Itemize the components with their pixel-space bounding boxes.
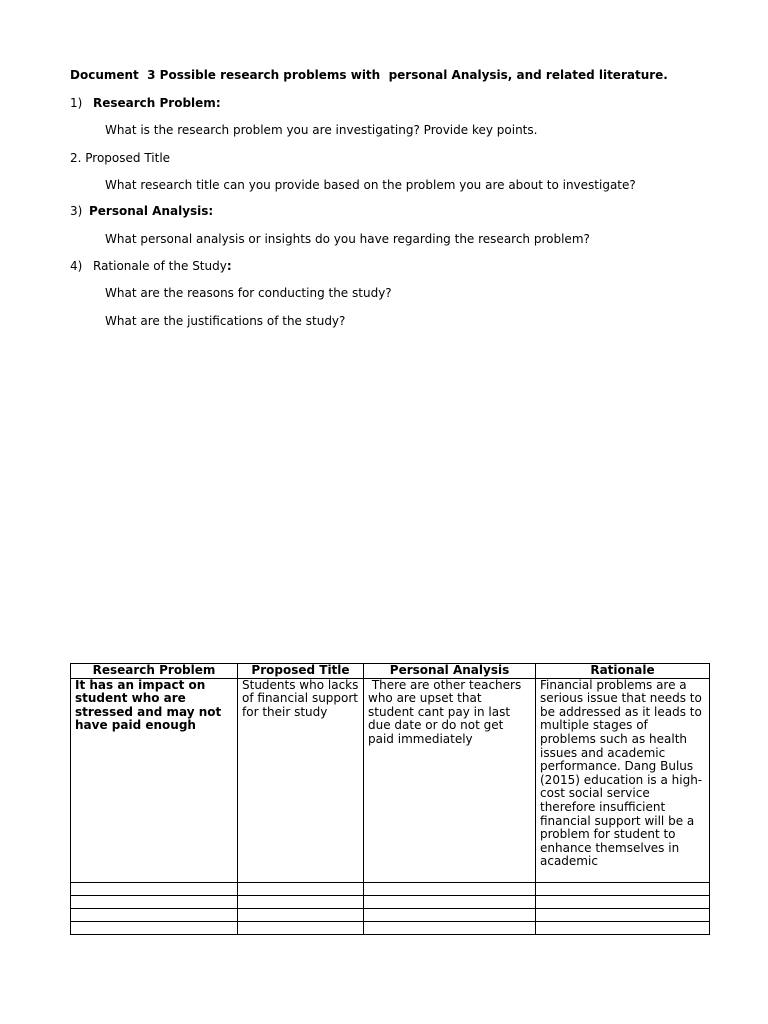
table-header-row xyxy=(71,664,710,679)
empty-cell[interactable] xyxy=(238,921,364,934)
item-label-suffix: : xyxy=(226,259,232,273)
empty-cell[interactable] xyxy=(71,895,238,908)
table-row-empty xyxy=(71,895,710,908)
empty-cell[interactable] xyxy=(364,895,536,908)
proposed-title-question: What research title can you provide based on the problem you are about to investigate? xyxy=(105,178,636,192)
table-row-empty xyxy=(71,921,710,934)
item-label: Personal Analysis: xyxy=(89,204,214,218)
rationale-question-justifications: What are the justifications of the study? xyxy=(105,314,346,328)
item-research-problem-heading xyxy=(70,96,221,110)
item-number: 2. xyxy=(70,151,86,165)
table-row-empty xyxy=(71,908,710,921)
personal-analysis-question: What personal analysis or insights do you have regarding the research problem? xyxy=(105,232,590,246)
research-table xyxy=(70,663,710,935)
item-label: Proposed Title xyxy=(85,151,171,165)
column-header-proposed-title: Proposed Title xyxy=(238,664,364,679)
cell-rationale[interactable]: Financial problems are a serious issue that needs to be addressed as it leads to multiple stages of problems such as health issues and academic performance. Dang Bulus (2015) education is a high-cost social service therefore insufficient financial support will be a problem for student to enhance themselves in academic xyxy=(536,678,710,882)
column-header-rationale: Rationale xyxy=(536,664,710,679)
empty-cell[interactable] xyxy=(71,882,238,895)
column-header-research-problem: Research Problem xyxy=(71,664,238,679)
rationale-question-reasons: What are the reasons for conducting the study? xyxy=(105,286,392,300)
item-number: 4) xyxy=(70,259,83,273)
empty-cell[interactable] xyxy=(364,882,536,895)
item-label: Research Problem: xyxy=(93,96,221,110)
empty-cell[interactable] xyxy=(536,895,710,908)
table-row-empty xyxy=(71,882,710,895)
item-number: 1) xyxy=(70,96,83,110)
empty-cell[interactable] xyxy=(238,908,364,921)
research-problem-question: What is the research problem you are investigating? Provide key points. xyxy=(105,123,538,137)
item-rationale-heading xyxy=(70,259,232,273)
empty-cell[interactable] xyxy=(364,921,536,934)
cell-personal-analysis[interactable]: There are other teachers who are upset that student cant pay in last due date or do not get paid immediately xyxy=(364,678,536,882)
item-personal-analysis-heading xyxy=(70,204,213,218)
empty-cell[interactable] xyxy=(238,882,364,895)
item-number: 3) xyxy=(70,204,83,218)
empty-cell[interactable] xyxy=(364,908,536,921)
column-header-personal-analysis: Personal Analysis xyxy=(364,664,536,679)
empty-cell[interactable] xyxy=(71,921,238,934)
cell-research-problem[interactable]: It has an impact on student who are stressed and may not have paid enough xyxy=(71,678,238,882)
empty-cell[interactable] xyxy=(71,908,238,921)
empty-cell[interactable] xyxy=(536,908,710,921)
cell-proposed-title[interactable]: Students who lacks of financial support for their study xyxy=(238,678,364,882)
document-title: Document 3 Possible research problems with personal Analysis, and related literature. xyxy=(70,68,668,82)
empty-cell[interactable] xyxy=(238,895,364,908)
empty-cell[interactable] xyxy=(536,882,710,895)
table-row xyxy=(71,678,710,882)
item-label: Rationale of the Study xyxy=(93,259,227,273)
item-proposed-title-heading xyxy=(70,151,170,165)
empty-cell[interactable] xyxy=(536,921,710,934)
